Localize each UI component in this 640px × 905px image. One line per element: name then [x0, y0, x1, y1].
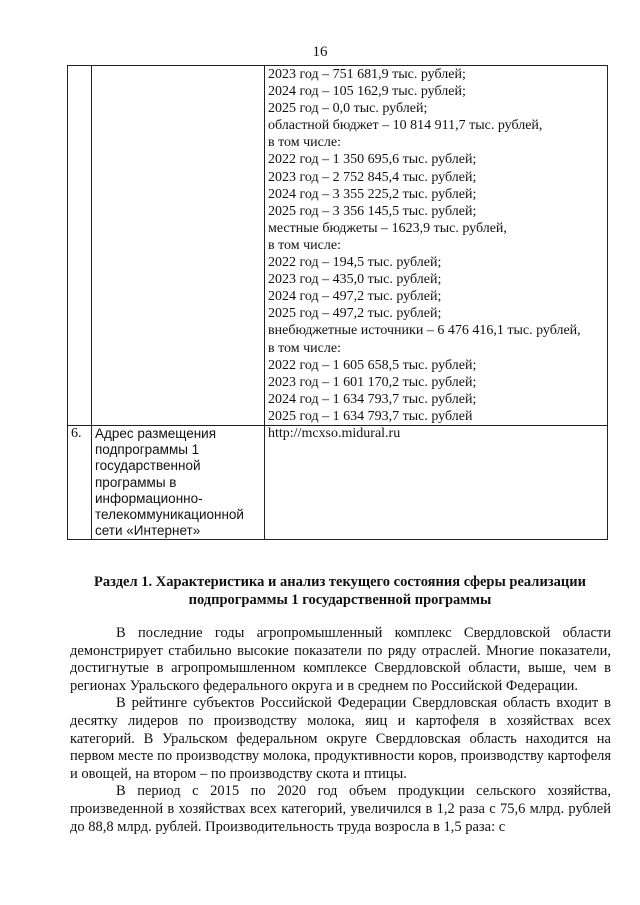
paragraph: В последние годы агропромышленный комплекс Свердловской области демонстрирует стабильно высокие показатели по ряду отраслей. Многие показатели, достигнутые в агропромышленном комплексе Свердловской области, выше, чем в регионах Уральского федерального округа и в среднем по Российской Федерации.: [70, 625, 611, 694]
financing-line: 2023 год – 2 752 845,4 тыс. рублей;: [268, 169, 477, 185]
financing-line: в том числе:: [268, 340, 341, 356]
paragraph: В период с 2015 по 2020 год объем продукции сельского хозяйства, произведенной в хозяйствах всех категорий, увеличился в 1,2 раза с 75,6 млрд. рублей до 88,8 млрд. рублей. Производительность труда возросла в 1,5 раза: с: [70, 783, 611, 835]
section-heading: Раздел 1. Характеристика и анализ текущего состояния сферы реализации подпрограммы 1 государственной программы: [94, 574, 586, 608]
section-body: [70, 625, 611, 836]
financing-line: 2023 год – 751 681,9 тыс. рублей;: [268, 67, 466, 82]
financing-line: 2022 год – 1 350 695,6 тыс. рублей;: [268, 152, 477, 168]
financing-line: местные бюджеты – 1623,9 тыс. рублей,: [268, 220, 507, 236]
financing-line: 2024 год – 1 634 793,7 тыс. рублей;: [268, 391, 477, 407]
financing-line: 2023 год – 435,0 тыс. рублей;: [268, 272, 442, 288]
page-number: 16: [312, 44, 328, 60]
table-row: [68, 66, 608, 426]
financing-line: 2025 год – 3 356 145,5 тыс. рублей;: [268, 203, 477, 219]
financing-line: 2023 год – 1 601 170,2 тыс. рублей;: [268, 374, 477, 390]
financing-line: 2025 год – 0,0 тыс. рублей;: [268, 101, 428, 117]
financing-line: 2024 год – 3 355 225,2 тыс. рублей;: [268, 186, 477, 202]
financing-line: внебюджетные источники – 6 476 416,1 тыс. рублей,: [268, 323, 581, 339]
financing-line: 2025 год – 1 634 793,7 тыс. рублей: [268, 408, 473, 424]
financing-line: 2024 год – 105 162,9 тыс. рублей;: [268, 84, 466, 100]
financing-line: в том числе:: [268, 237, 341, 253]
row-number-cell: [68, 66, 92, 426]
financing-line: 2022 год – 1 605 658,5 тыс. рублей;: [268, 357, 477, 373]
financing-cell: [265, 66, 608, 426]
internet-address-value: http://mcxso.midural.ru: [265, 425, 608, 539]
financing-line: в том числе:: [268, 135, 341, 151]
passport-table: [67, 65, 608, 540]
financing-line: областной бюджет – 10 814 911,7 тыс. рублей,: [268, 118, 543, 134]
financing-line: 2025 год – 497,2 тыс. рублей;: [268, 306, 442, 322]
paragraph: В рейтинге субъектов Российской Федерации Свердловская область входит в десятку лидеров по производству молока, яиц и картофеля в хозяйствах всех категорий. В Уральском федеральном округе Свердловская область находится на первом месте по производству молока, продуктивности коров, производству картофеля и овощей, на втором – по производству скота и птицы.: [70, 695, 611, 782]
table-row: [68, 425, 608, 539]
row-number: 6.: [68, 425, 92, 539]
row-label-internet-address: Адрес размещения подпрограммы 1 государственной программы в информационно-телекоммуникационной сети «Интернет»: [92, 425, 265, 539]
row-label-cell: [92, 66, 265, 426]
financing-line: 2022 год – 194,5 тыс. рублей;: [268, 255, 442, 271]
financing-line: 2024 год – 497,2 тыс. рублей;: [268, 289, 442, 305]
